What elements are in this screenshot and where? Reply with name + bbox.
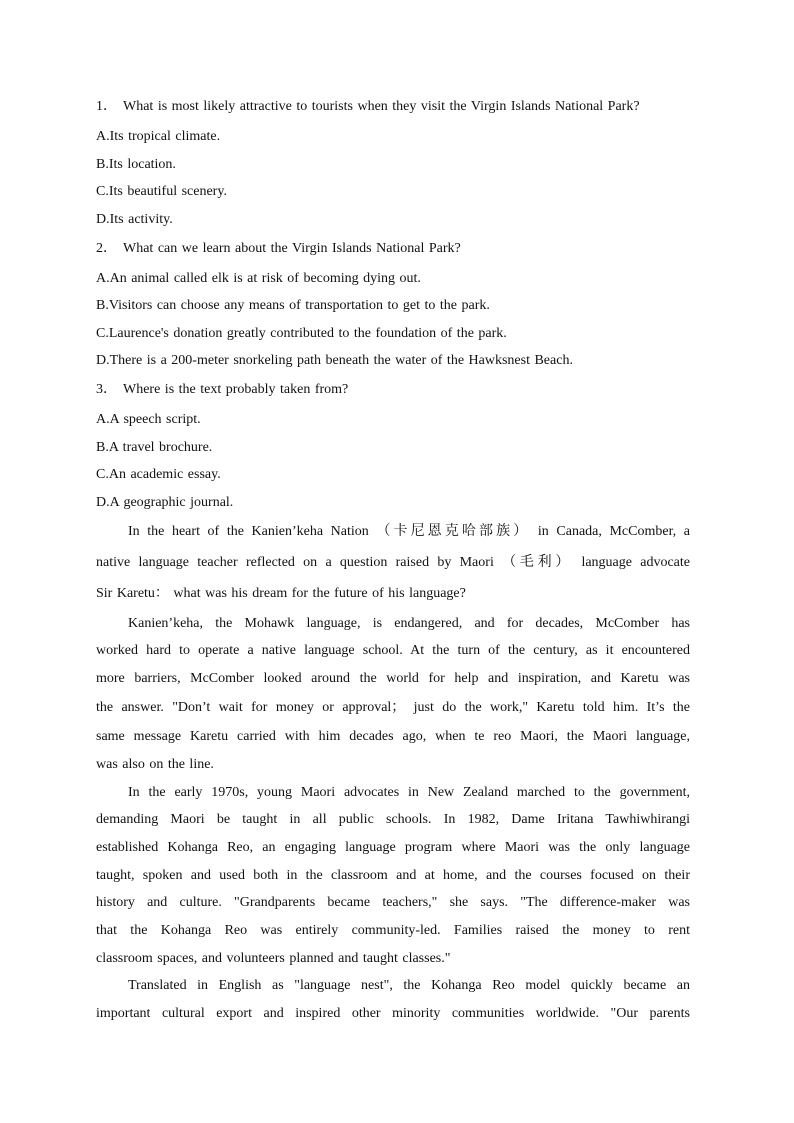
question-text: What can we learn about the Virgin Islands National Park?: [123, 241, 461, 256]
question-1-stem: [96, 98, 640, 116]
passage-p2-line: was also on the line.: [96, 757, 214, 772]
passage-p4-line: Translated in English as "language nest", the Kohanga Reo model quickly became an: [128, 978, 690, 993]
passage-p3-line: In the early 1970s, young Maori advocates in New Zealand marched to the government,: [128, 785, 690, 800]
question-text: Where is the text probably taken from?: [123, 382, 349, 397]
question-3-option-a: A.A speech script.: [96, 412, 201, 427]
passage-p4-line: important cultural export and inspired other minority communities worldwide. "Our parents: [96, 1006, 690, 1021]
passage-p3-line: taught, spoken and used both in the classroom and at home, and the courses focused on their: [96, 868, 690, 883]
question-3-option-b: B.A travel brochure.: [96, 440, 213, 455]
question-number: 1．: [96, 99, 117, 114]
question-1-option-a: A.Its tropical climate.: [96, 129, 221, 144]
passage-p3-line: that the Kohanga Reo was entirely community-led. Families raised the money to rent: [96, 923, 690, 938]
question-number: 2．: [96, 241, 117, 256]
question-2-option-c: C.Laurence's donation greatly contributed to the foundation of the park.: [96, 326, 507, 341]
passage-p3-line: classroom spaces, and volunteers planned and taught classes.": [96, 951, 451, 966]
question-1-option-c: C.Its beautiful scenery.: [96, 184, 227, 199]
passage-p2-line: the answer. "Don’t wait for money or approval； just do the work," Karetu told him. It’s the: [96, 700, 690, 715]
passage-p1-line: In the heart of the Kanien’keha Nation （卡尼恩克哈部族） in Canada, McComber, a: [128, 524, 690, 539]
passage-p2-line: Kanien’keha, the Mohawk language, is endangered, and for decades, McComber has: [128, 616, 690, 631]
question-2-option-b: B.Visitors can choose any means of transportation to get to the park.: [96, 298, 490, 313]
question-1-option-d: D.Its activity.: [96, 212, 173, 227]
question-3-option-c: C.An academic essay.: [96, 467, 221, 482]
passage-p2-line: same message Karetu carried with him decades ago, when te reo Maori, the Maori language,: [96, 729, 690, 744]
question-3-option-d: D.A geographic journal.: [96, 495, 234, 510]
passage-p3-line: demanding Maori be taught in all public schools. In 1982, Dame Iritana Tawhiwhirangi: [96, 812, 690, 827]
passage-p1-line: native language teacher reflected on a question raised by Maori （毛利） language advocate: [96, 555, 690, 570]
question-1-option-b: B.Its location.: [96, 157, 176, 172]
question-number: 3．: [96, 382, 117, 397]
question-2-stem: [96, 240, 461, 258]
question-2-option-a: A.An animal called elk is at risk of becoming dying out.: [96, 271, 421, 286]
passage-p1-line: Sir Karetu： what was his dream for the future of his language?: [96, 586, 466, 601]
question-3-stem: [96, 381, 348, 399]
question-2-option-d: D.There is a 200-meter snorkeling path beneath the water of the Hawksnest Beach.: [96, 353, 573, 368]
passage-p3-line: established Kohanga Reo, an engaging language program where Maori was the only language: [96, 840, 690, 855]
passage-p2-line: worked hard to operate a native language school. At the turn of the century, as it encountered: [96, 643, 690, 658]
passage-p3-line: history and culture. "Grandparents became teachers," she says. "The difference-maker was: [96, 895, 690, 910]
question-text: What is most likely attractive to tourists when they visit the Virgin Islands National Park?: [123, 99, 640, 114]
passage-p2-line: more barriers, McComber looked around the world for help and inspiration, and Karetu was: [96, 671, 690, 686]
